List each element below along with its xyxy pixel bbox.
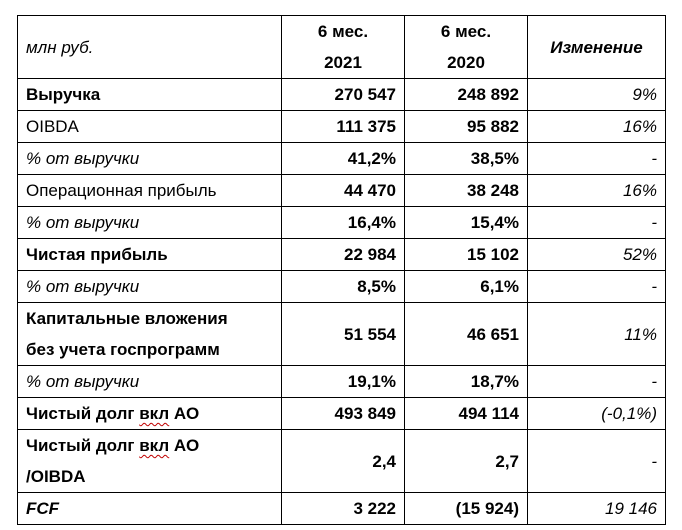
value-2021: 493 849 — [282, 398, 405, 430]
value-2021: 51 554 — [282, 303, 405, 366]
value-change: - — [528, 207, 666, 239]
value-2021: 2,4 — [282, 430, 405, 493]
value-2020: 38 248 — [405, 175, 528, 207]
row-revenue — [18, 79, 666, 111]
value-2021: 111 375 — [282, 111, 405, 143]
value-2020: 15,4% — [405, 207, 528, 239]
header-row — [18, 16, 666, 79]
row-net-profit — [18, 239, 666, 271]
value-change: 9% — [528, 79, 666, 111]
value-change: - — [528, 430, 666, 493]
row-operating-profit — [18, 175, 666, 207]
row-label: OIBDA — [18, 111, 282, 143]
value-2020: 15 102 — [405, 239, 528, 271]
row-oibda-margin — [18, 143, 666, 175]
value-2021: 22 984 — [282, 239, 405, 271]
value-change: - — [528, 366, 666, 398]
row-label — [18, 303, 282, 366]
row-label-line2: без учета госпрограмм — [26, 340, 220, 359]
column-header-2021 — [282, 16, 405, 79]
period-label: 6 мес. — [317, 22, 369, 41]
value-2021: 270 547 — [282, 79, 405, 111]
row-fcf — [18, 493, 666, 525]
value-2020: 38,5% — [405, 143, 528, 175]
value-change: 16% — [528, 175, 666, 207]
table-body — [18, 79, 666, 525]
value-2021: 8,5% — [282, 271, 405, 303]
value-change: 52% — [528, 239, 666, 271]
value-change: 16% — [528, 111, 666, 143]
value-2020: 2,7 — [405, 430, 528, 493]
spellcheck-word: вкл — [139, 436, 170, 455]
row-label: % от выручки — [18, 143, 282, 175]
value-2020: 95 882 — [405, 111, 528, 143]
row-capex-margin — [18, 366, 666, 398]
row-capex — [18, 303, 666, 366]
row-label: Выручка — [18, 79, 282, 111]
row-label: % от выручки — [18, 366, 282, 398]
row-label: FCF — [18, 493, 282, 525]
row-label-line1 — [26, 430, 273, 461]
value-change: 19 146 — [528, 493, 666, 525]
column-header-change: Изменение — [528, 16, 666, 79]
value-change: - — [528, 271, 666, 303]
row-label-part: Чистый долг — [26, 436, 140, 455]
value-2020: 248 892 — [405, 79, 528, 111]
row-label-part: Чистый долг — [26, 404, 140, 423]
row-label-part: АО — [169, 436, 200, 455]
row-label: Чистая прибыль — [18, 239, 282, 271]
year-label: 2021 — [324, 53, 362, 72]
row-label: % от выручки — [18, 271, 282, 303]
row-label — [18, 398, 282, 430]
value-2020: (15 924) — [405, 493, 528, 525]
value-change: - — [528, 143, 666, 175]
row-operating-margin — [18, 207, 666, 239]
table-header — [18, 16, 666, 79]
value-2020: 18,7% — [405, 366, 528, 398]
value-2020: 6,1% — [405, 271, 528, 303]
unit-label: млн руб. — [18, 16, 282, 79]
row-label: % от выручки — [18, 207, 282, 239]
row-label-line2: /OIBDA — [26, 467, 86, 486]
value-2020: 494 114 — [405, 398, 528, 430]
value-2021: 3 222 — [282, 493, 405, 525]
value-change: (-0,1%) — [528, 398, 666, 430]
row-label — [18, 430, 282, 493]
row-net-debt — [18, 398, 666, 430]
row-label-line1: Капитальные вложения — [26, 309, 228, 328]
value-2021: 44 470 — [282, 175, 405, 207]
row-label-part: АО — [169, 404, 200, 423]
row-net-debt-oibda — [18, 430, 666, 493]
value-2021: 41,2% — [282, 143, 405, 175]
value-2021: 16,4% — [282, 207, 405, 239]
row-label: Операционная прибыль — [18, 175, 282, 207]
column-header-2020 — [405, 16, 528, 79]
financial-table — [17, 15, 666, 525]
value-2021: 19,1% — [282, 366, 405, 398]
spellcheck-word: вкл — [139, 404, 170, 423]
value-2020: 46 651 — [405, 303, 528, 366]
row-net-margin — [18, 271, 666, 303]
value-change: 11% — [528, 303, 666, 366]
period-label: 6 мес. — [440, 22, 492, 41]
row-oibda — [18, 111, 666, 143]
year-label: 2020 — [447, 53, 485, 72]
